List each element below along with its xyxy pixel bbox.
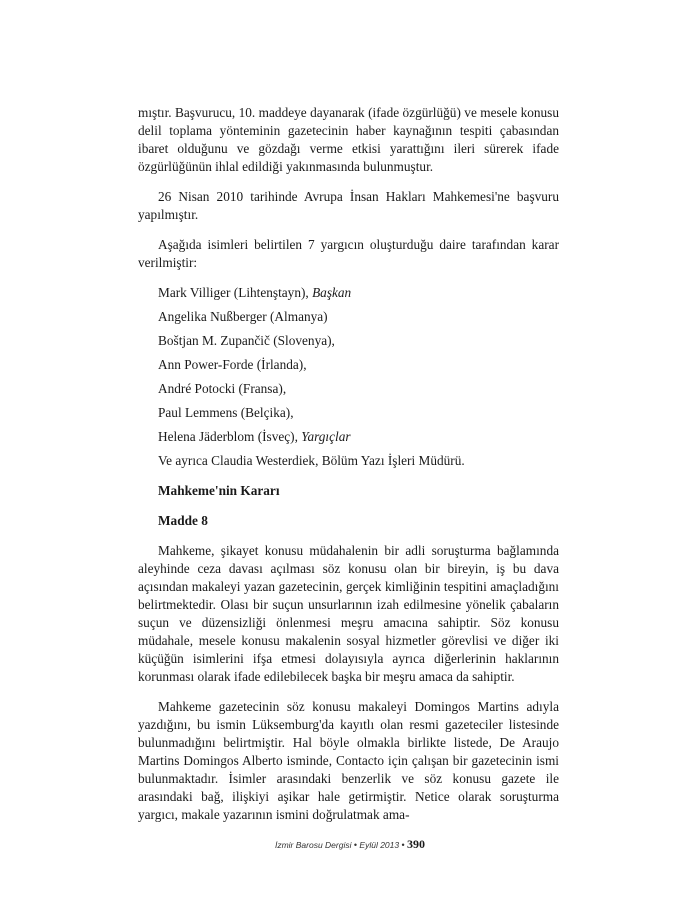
- list-item: [138, 428, 559, 452]
- judge-name: Boštjan M. Zupančič (Slovenya),: [158, 333, 335, 348]
- list-item: [138, 404, 559, 428]
- paragraph-legitimate-aim: Mahkeme, şikayet konusu müdahalenin bir adli soruşturma bağlamında aleyhinde ceza davası açılması söz konusu olan bir bireyin, iş bu dava açısından makaleyi yazan gazetecinin, gerçek kimliğinin tespitini amaçladığını belirtmektedir. Olası bir suçun unsurlarının izah edilmesine yönelik çabaların suçun ve düzensizliği önlenmesi meşru amacına sahiptir. Söz konusu müdahale, mesele konusu makalenin sosyal hizmetler görevlisi ve diğer iki küçüğün isimlerini ifşa etmesi dolayısıyla ayrıca diğerlerinin haklarının korunması olarak ifade edilebilecek başka bir meşru amaca da sahiptir.: [138, 543, 559, 684]
- section-heading-decision: Mahkeme'nin Kararı: [158, 483, 280, 498]
- paragraph-continued: mıştır. Başvurucu, 10. maddeye dayanarak (ifade özgürlüğü) ve mesele konusu delil toplama yönteminin gazetecinin haber kaynağının tespiti çabasından ibaret olduğunu ve gözdağı verme etkisi yarattığını ileri sürerek ifade özgürlüğünün ihlal edildiği yakınmasında bulunmuştur.: [138, 105, 559, 174]
- page-body: [138, 104, 559, 836]
- page-number: 390: [407, 837, 426, 851]
- judge-name: Helena Jäderblom (İsveç),: [158, 429, 298, 444]
- judge-name: Mark Villiger (Lihtenştayn),: [158, 285, 309, 300]
- list-item: [138, 332, 559, 356]
- list-item: [138, 308, 559, 332]
- judge-name: Ann Power-Forde (İrlanda),: [158, 357, 307, 372]
- judge-role: Yargıçlar: [301, 429, 351, 444]
- paragraph-chamber-intro: Aşağıda isimleri belirtilen 7 yargıcın oluşturduğu daire tarafından karar verilmiştir:: [138, 237, 559, 270]
- judges-list: [138, 284, 559, 470]
- section-heading-article: Madde 8: [158, 513, 208, 528]
- page-footer: [0, 837, 700, 852]
- list-item: [138, 284, 559, 308]
- footer-separator: •: [401, 840, 405, 850]
- judge-role: Başkan: [312, 285, 352, 300]
- judge-name: Paul Lemmens (Belçika),: [158, 405, 294, 420]
- footer-separator: •: [353, 840, 358, 850]
- judge-name: Angelika Nußberger (Almanya): [158, 309, 328, 324]
- paragraph-journalist-name: Mahkeme gazetecinin söz konusu makaleyi Domingos Martins adıyla yazdığını, bu ismin Lüksemburg'da kayıtlı olan resmi gazeteciler listesinde bulunmadığını belirtmiştir. Hal böyle olmakla birlikte listede, De Araujo Martins Domingos Alberto isminde, Contacto için çalışan bir gazetecinin ismi bulunmaktadır. İsimler arasındaki benzerlik ve söz konusu gazete ile arasındaki bağ, ilişkiyi aşikar hale getirmiştir. Netice olarak soruşturma yargıcı, makale yazarının ismini doğrulatmak ama-: [138, 699, 559, 822]
- paragraph-application-date: 26 Nisan 2010 tarihinde Avrupa İnsan Hakları Mahkemesi'ne başvuru yapılmıştır.: [138, 189, 559, 222]
- list-item: [138, 380, 559, 404]
- registrar-line: Ve ayrıca Claudia Westerdiek, Bölüm Yazı İşleri Müdürü.: [158, 453, 465, 468]
- list-item: [138, 356, 559, 380]
- list-item: [138, 452, 559, 470]
- journal-name: İzmir Barosu Dergisi: [274, 840, 352, 850]
- judge-name: André Potocki (Fransa),: [158, 381, 287, 396]
- issue-date: Eylül 2013: [359, 840, 400, 850]
